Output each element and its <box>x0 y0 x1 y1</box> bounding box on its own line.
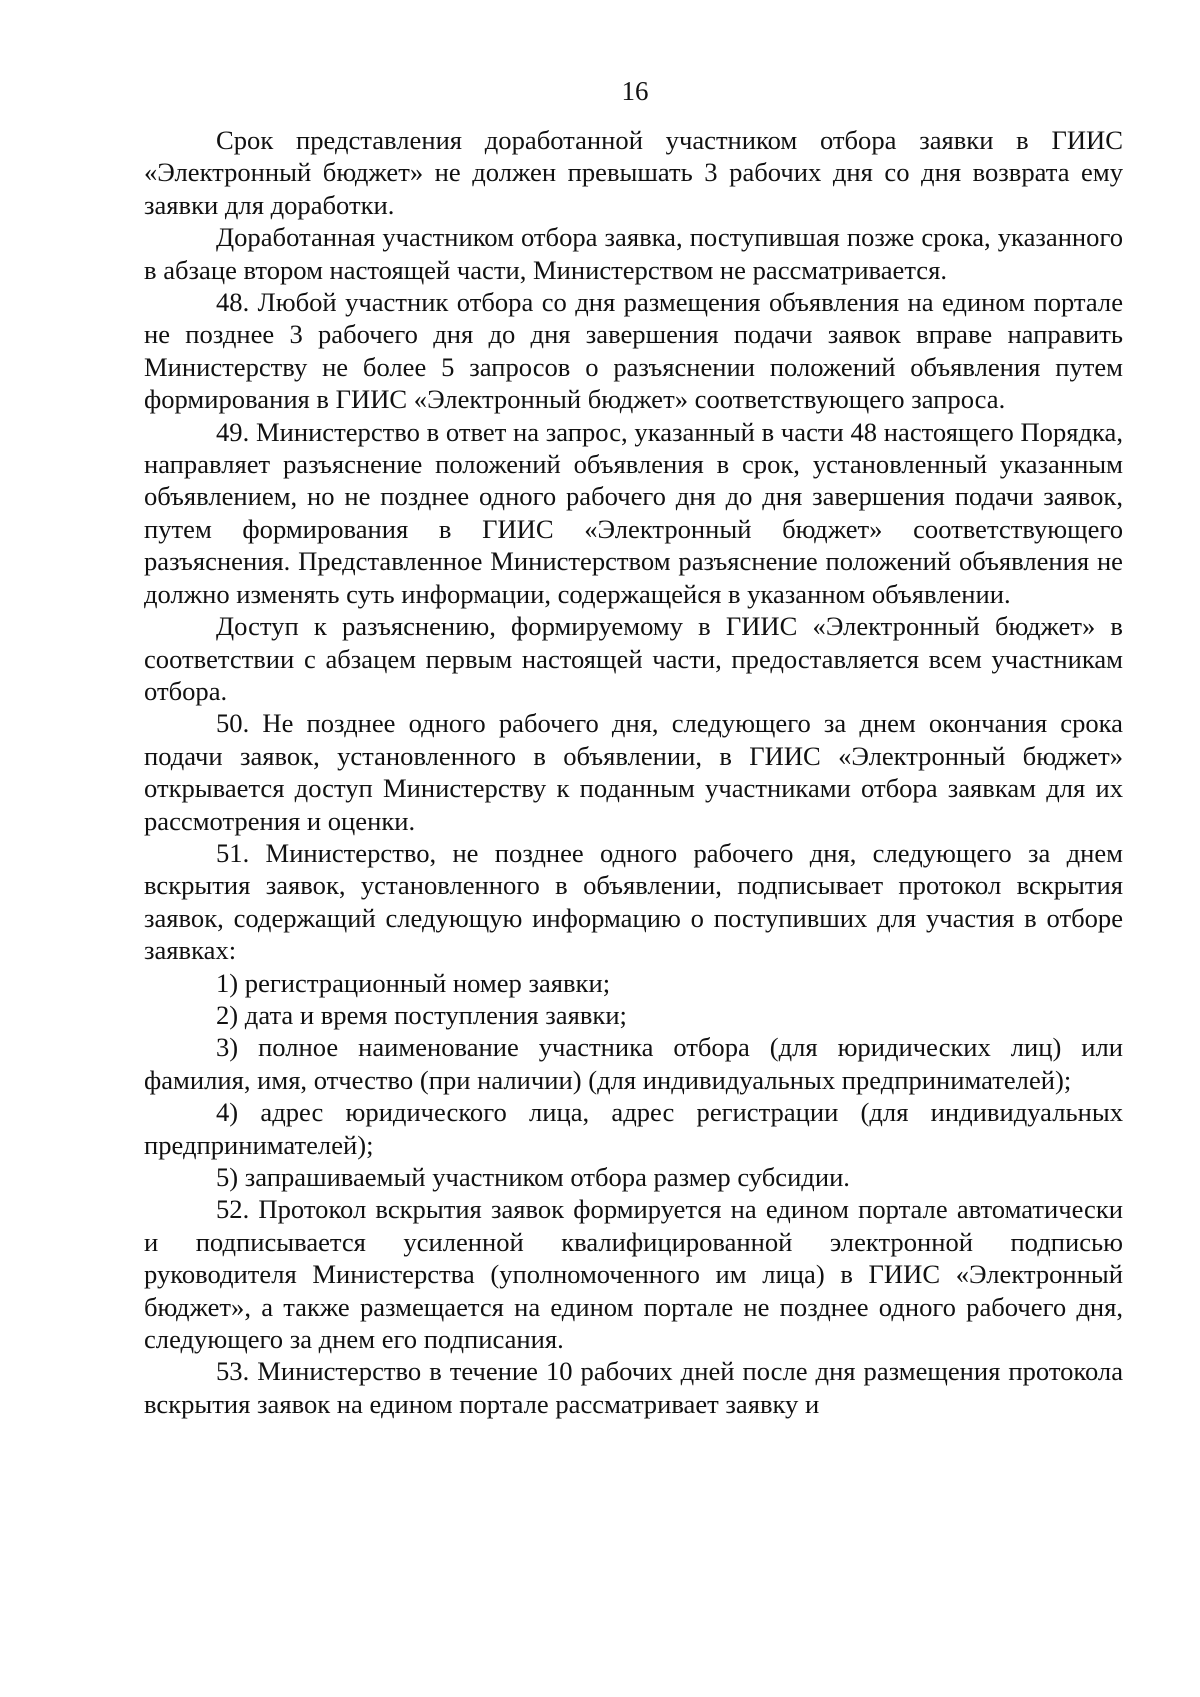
paragraph-clarification-access: Доступ к разъяснению, формируемому в ГИИС «Электронный бюджет» в соответствии с абзацем первым настоящей части, предоставляется всем участникам отбора. <box>144 611 1123 706</box>
paragraph-revision-deadline: Срок представления доработанной участником отбора заявки в ГИИС «Электронный бюджет» не должен превышать 3 рабочих дня со дня возврата ему заявки для доработки. <box>144 125 1123 220</box>
document-body <box>144 124 1123 1420</box>
list-item-2: 2) дата и время поступления заявки; <box>216 999 627 1030</box>
paragraph-53: 53. Министерство в течение 10 рабочих дней после дня размещения протокола вскрытия заявок на едином портале рассматривает заявку и <box>144 1356 1123 1419</box>
list-item-5: 5) запрашиваемый участником отбора размер субсидии. <box>216 1162 850 1192</box>
paragraph-49: 49. Министерство в ответ на запрос, указанный в части 48 настоящего Порядка, направляет разъяснение положений объявления в срок, установленный указанным объявлением, но не позднее одного рабочего дня до дня завершения подачи заявок, путем формирования в ГИИС «Электронный бюджет» соответствующего разъяснения. Представленное Министерством разъяснение положений объявления не должно изменять суть информации, содержащейся в указанном объявлении. <box>144 416 1123 609</box>
list-item-3: 3) полное наименование участника отбора (для юридических лиц) или фамилия, имя, отчество (при наличии) (для индивидуальных предпринимателей); <box>144 1032 1123 1095</box>
paragraph-51: 51. Министерство, не позднее одного рабочего дня, следующего за днем вскрытия заявок, установленного в объявлении, подписывает протокол вскрытия заявок, содержащий следующую информацию о поступивших для участия в отборе заявках: <box>144 837 1123 966</box>
paragraph-late-revision: Доработанная участником отбора заявка, поступившая позже срока, указанного в абзаце втором настоящей части, Министерством не рассматривается. <box>144 222 1123 285</box>
list-item-4: 4) адрес юридического лица, адрес регистрации (для индивидуальных предпринимателей); <box>144 1097 1123 1160</box>
paragraph-52: 52. Протокол вскрытия заявок формируется на едином портале автоматически и подписывается усиленной квалифицированной электронной подписью руководителя Министерства (уполномоченного им лица) в ГИИС «Электронный бюджет», а также размещается на едином портале не позднее одного рабочего дня, следующего за днем его подписания. <box>144 1194 1123 1355</box>
page-number: 16 <box>621 76 649 106</box>
paragraph-48: 48. Любой участник отбора со дня размещения объявления на едином портале не позднее 3 рабочего дня до дня завершения подачи заявок вправе направить Министерству не более 5 запросов о разъяснении положений объявления путем формирования в ГИИС «Электронный бюджет» соответствующего запроса. <box>144 287 1123 415</box>
list-item-1: 1) регистрационный номер заявки; <box>216 967 611 998</box>
paragraph-50: 50. Не позднее одного рабочего дня, следующего за днем окончания срока подачи заявок, установленного в объявлении, в ГИИС «Электронный бюджет» открывается доступ Министерству к поданным участниками отбора заявкам для их рассмотрения и оценки. <box>144 708 1123 836</box>
